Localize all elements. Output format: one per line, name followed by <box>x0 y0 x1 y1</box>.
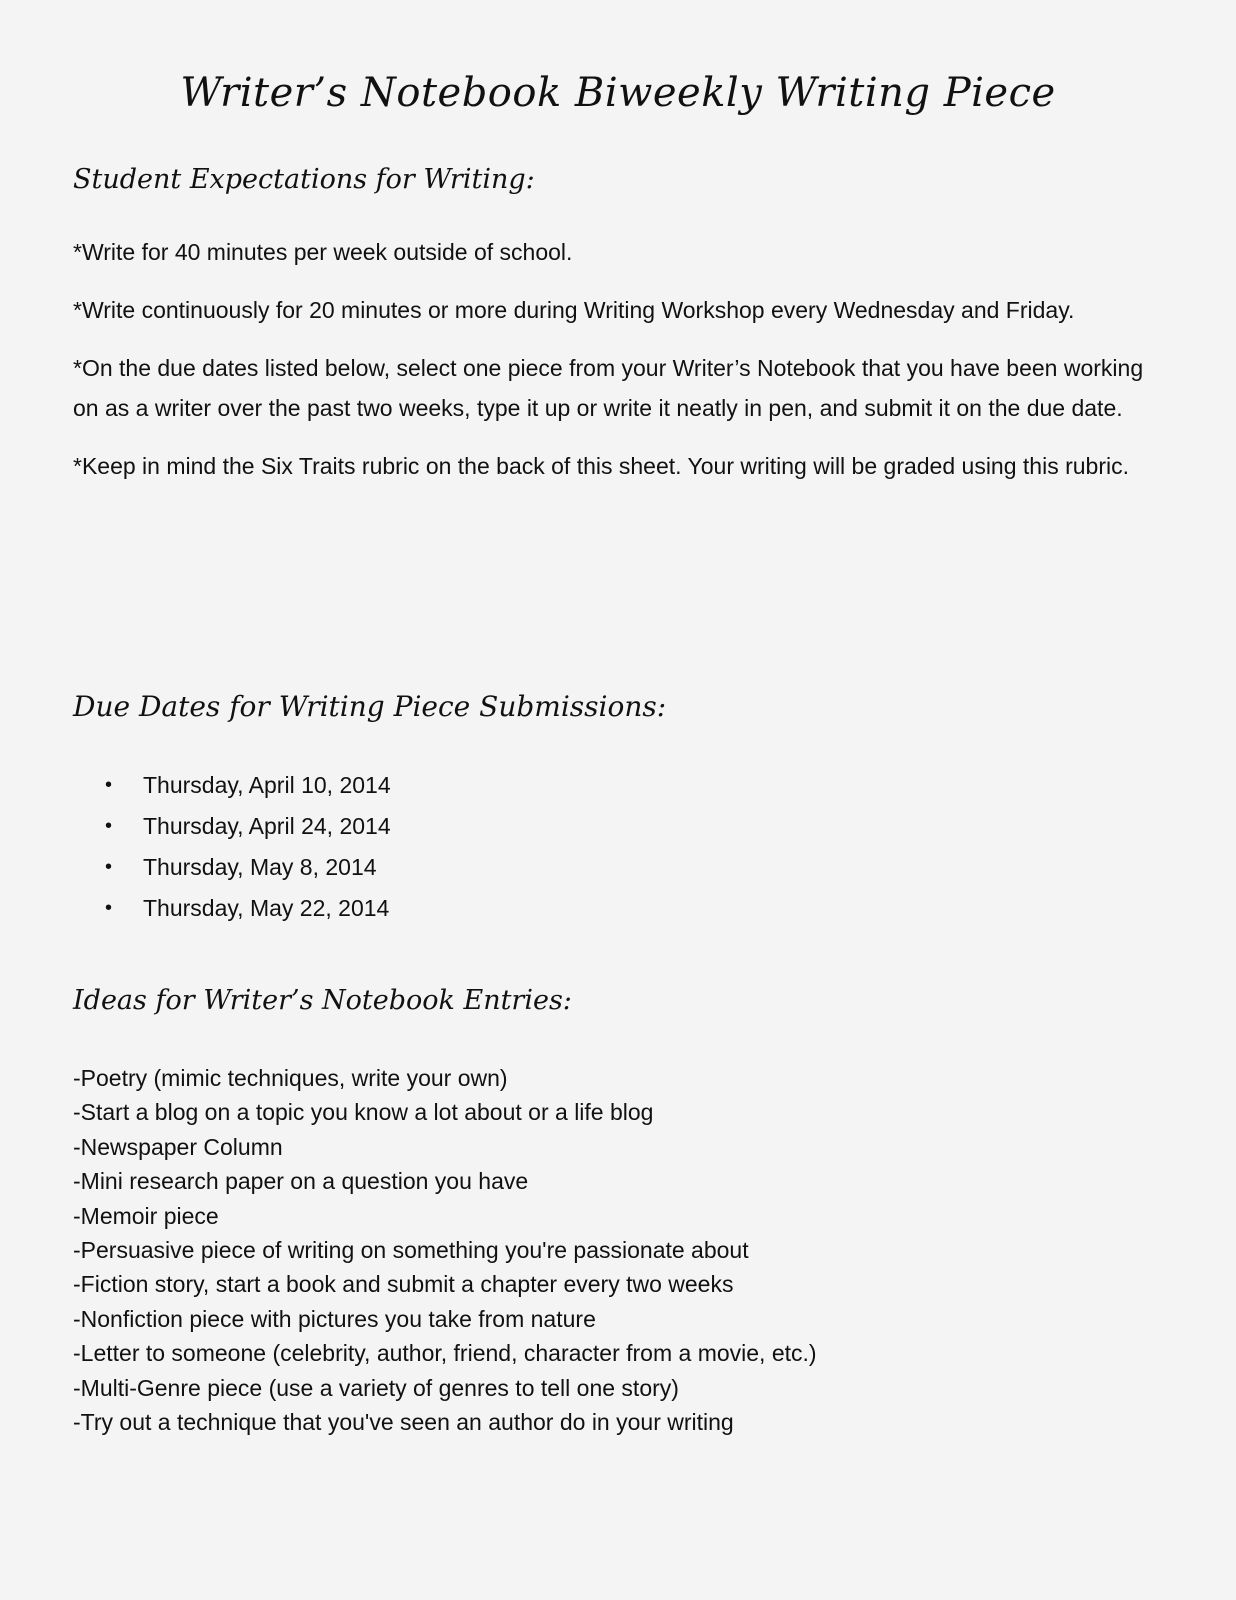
idea-item: -Letter to someone (celebrity, author, friend, character from a movie, etc.) <box>73 1340 817 1367</box>
expectation-item: *Write for 40 minutes per week outside of school. <box>73 239 573 265</box>
idea-item: -Poetry (mimic techniques, write your own) <box>73 1065 508 1091</box>
expectation-item: *Write continuously for 20 minutes or more during Writing Workshop every Wednesday and Friday. <box>73 297 1075 323</box>
idea-item: -Start a blog on a topic you know a lot about or a life blog <box>73 1099 654 1126</box>
due-date-item <box>105 888 391 929</box>
expectations-heading: Student Expectations for Writing: <box>73 164 535 195</box>
due-date-item <box>105 765 391 806</box>
due-dates-heading: Due Dates for Writing Piece Submissions: <box>73 690 667 723</box>
bullet-icon: • <box>105 897 113 919</box>
bullet-icon: • <box>105 774 113 796</box>
idea-item: -Mini research paper on a question you have <box>73 1168 529 1195</box>
expectation-item: *On the due dates listed below, select one piece from your Writer’s Notebook that you have been working on as a writer over the past two weeks, type it up or write it neatly in pen, and submit it on the due date. <box>73 355 1144 421</box>
idea-item: -Nonfiction piece with pictures you take from nature <box>73 1305 596 1332</box>
expectation-item: *Keep in mind the Six Traits rubric on the back of this sheet. Your writing will be graded using this rubric. <box>73 453 1129 479</box>
idea-item: -Memoir piece <box>73 1202 219 1229</box>
bullet-icon: • <box>105 856 113 878</box>
idea-item: -Multi-Genre piece (use a variety of genres to tell one story) <box>73 1374 679 1401</box>
due-dates-list <box>105 765 391 929</box>
due-date-item <box>105 806 391 847</box>
ideas-heading: Ideas for Writer’s Notebook Entries: <box>73 985 572 1016</box>
ideas-list <box>73 1061 817 1439</box>
due-date-text: Thursday, April 24, 2014 <box>143 813 391 839</box>
bullet-icon: • <box>105 815 113 837</box>
idea-item: -Fiction story, start a book and submit a chapter every two weeks <box>73 1271 734 1298</box>
page-title: Writer’s Notebook Biweekly Writing Piece <box>180 70 1056 116</box>
due-date-text: Thursday, April 10, 2014 <box>143 772 391 798</box>
idea-item: -Persuasive piece of writing on something you're passionate about <box>73 1236 749 1263</box>
due-date-item <box>105 847 391 888</box>
expectations-section <box>73 232 1163 504</box>
idea-item: -Newspaper Column <box>73 1133 283 1160</box>
due-date-text: Thursday, May 8, 2014 <box>143 854 377 880</box>
due-date-text: Thursday, May 22, 2014 <box>143 895 390 921</box>
idea-item: -Try out a technique that you've seen an author do in your writing <box>73 1408 734 1435</box>
